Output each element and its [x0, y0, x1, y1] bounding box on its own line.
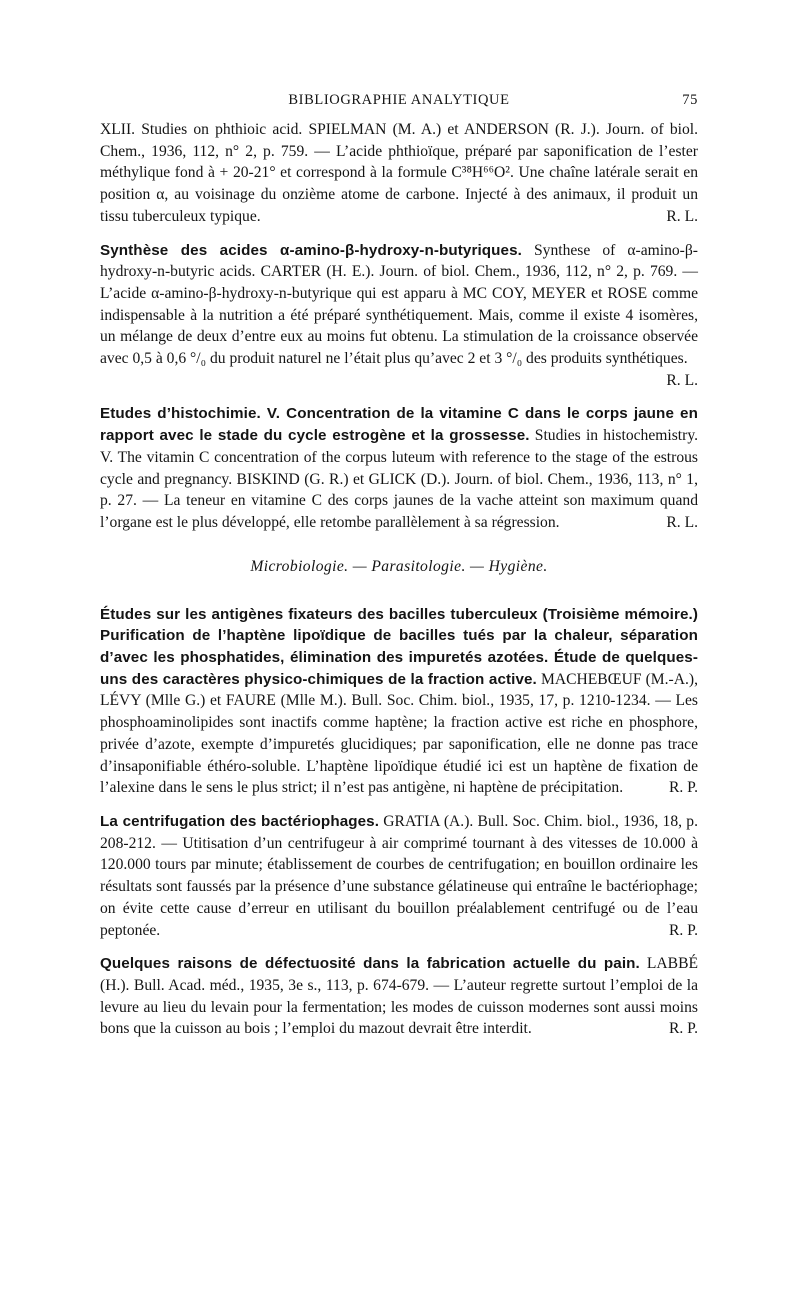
entry-initials: R. P. [668, 779, 698, 797]
entry-headline: Études sur les antigènes fixateurs des bacilles tuberculeux (Troisième mémoire.) Purification de l’haptène lipoïdique de bacilles tués par la chaleur, séparation d’avec les phosphatides, élimination des impuretés azotées. Étude de quelques-uns des caractères physico-chimiques de la fraction active. [100, 605, 698, 688]
entry-citation: Studies in histochemistry. V. The vitamin C concentration of the corpus luteum with reference to the stage of the estrous cycle and pregnancy. BISKIND (G. R.) et GLICK (D.). Journ. of biol. Chem., 1936, 113, n° 1, p. 27. [100, 427, 698, 510]
entry-abstract: — Utitisation d’un centrifugeur à air comprimé tournant à des vitesses de 10.000 à 120.000 tours par minute; établissement de courbes de centrifugation; en bouillon ordinaire les résultats sont faussés par la présence d’une substance gélatineuse qui entraîne le bactériophage; on évite cette cause d’erreur en utilisant du bouillon préalablement centrifugé ou de l’eau peptonée. [100, 834, 699, 939]
entry-citation: MACHEBŒUF (M.-A.), LÉVY (Mlle G.) et FAURE (Mlle M.). Bull. Soc. Chim. biol., 1935, 17, p. 1210-1234. [100, 670, 698, 710]
entry-headline: Quelques raisons de défectuosité dans la fabrication actuelle du pain. [100, 955, 640, 973]
section-heading: Microbiologie. — Parasitologie. — Hygiène. [250, 557, 548, 575]
entry-abstract: — L’acide phthioïque, préparé par saponification de l’ester méthylique fond à + 20-21° et correspond à la formule C³⁸H⁶⁶O². Une chaîne latérale serait en position α, au voisinage du onzième atome de carbone. Injecté à des animaux, il produit un tissu tuberculeux typique. [100, 142, 698, 225]
entry-initials: R. L. [666, 207, 698, 225]
bibliography-entry [100, 240, 698, 392]
entry-abstract: — L’acide α-amino-β-hydroxy-n-butyrique qui est apparu à MC COY, MEYER et ROSE comme indispensable à la nutrition a été préparé synthétiquement. Mais, comme il existe 4 isomères, un mélange de deux d’entre eux au moins fut obtenu. La stimulation de la croissance observée avec 0,5 à 0,6 °/₀ du produit naturel ne l’était plus qu’avec 2 et 3 °/₀ des produits synthétiques. [100, 263, 698, 368]
entry-abstract: — La teneur en vitamine C des corps jaunes de la vache atteint son maximum quand l’organe est le plus développé, elle retombe parallèlement à sa régression. [100, 492, 698, 531]
entry-citation: GRATIA (A.). Bull. Soc. Chim. biol., 1936, 18, p. 208-212. [100, 812, 698, 852]
bibliography-entry [100, 604, 698, 799]
entry-headline: Etudes d’histochimie. V. Concentration de la vitamine C dans le corps jaune en rapport avec le stade du cycle estrogène et la grossesse. [100, 405, 698, 445]
entry-initials: R. L. [666, 513, 698, 531]
entry-abstract: — Les phosphoaminolipides sont inactifs comme haptène; la fraction active est riche en phosphore, privée d’azote, exempte d’impuretés glucidiques; par saponification, elle ne donne pas trace d’insaponifiable éthéro-soluble. L’haptène lipoïdique étudié ici est un haptène de fixation de l’alexine dans le sens le plus strict; il n’est pas antigène, ni haptène de précipitation. [100, 692, 698, 797]
running-head-title: BIBLIOGRAPHIE ANALYTIQUE [288, 92, 510, 108]
entry-headline: La centrifugation des bactériophages. [100, 812, 380, 830]
bibliography-entry [100, 811, 698, 941]
running-head [100, 92, 698, 114]
bibliography-entry [100, 119, 698, 228]
entry-initials: R. L. [666, 371, 698, 389]
entry-initials: R. P. [668, 921, 698, 939]
bibliography-entry [100, 403, 698, 533]
bibliography-entry [100, 953, 698, 1040]
entry-citation: Synthese of α-amino-β-hydroxy-n-butyric acids. CARTER (H. E.). Journ. of biol. Chem., 1936, 112, n° 2, p. 769. [100, 241, 698, 281]
entry-abstract: — L’auteur regrette surtout l’emploi de la levure au lieu du levain pour la fermentation; les modes de cuisson modernes sont aussi moins bons que la cuisson au bois ; l’emploi du mazout devrait être interdit. [100, 976, 698, 1038]
entry-initials: R. P. [668, 1020, 698, 1038]
page-number: 75 [682, 92, 698, 108]
entry-citation: LABBÉ (H.). Bull. Acad. méd., 1935, 3e s., 113, p. 674-679. [100, 955, 698, 994]
page [100, 92, 698, 1040]
entry-citation: XLII. Studies on phthioic acid. SPIELMAN (M. A.) et ANDERSON (R. J.). Journ. of biol. Chem., 1936, 112, n° 2, p. 759. [100, 121, 698, 160]
entry-headline: Synthèse des acides α-amino-β-hydroxy-n-butyriques. [100, 241, 522, 259]
